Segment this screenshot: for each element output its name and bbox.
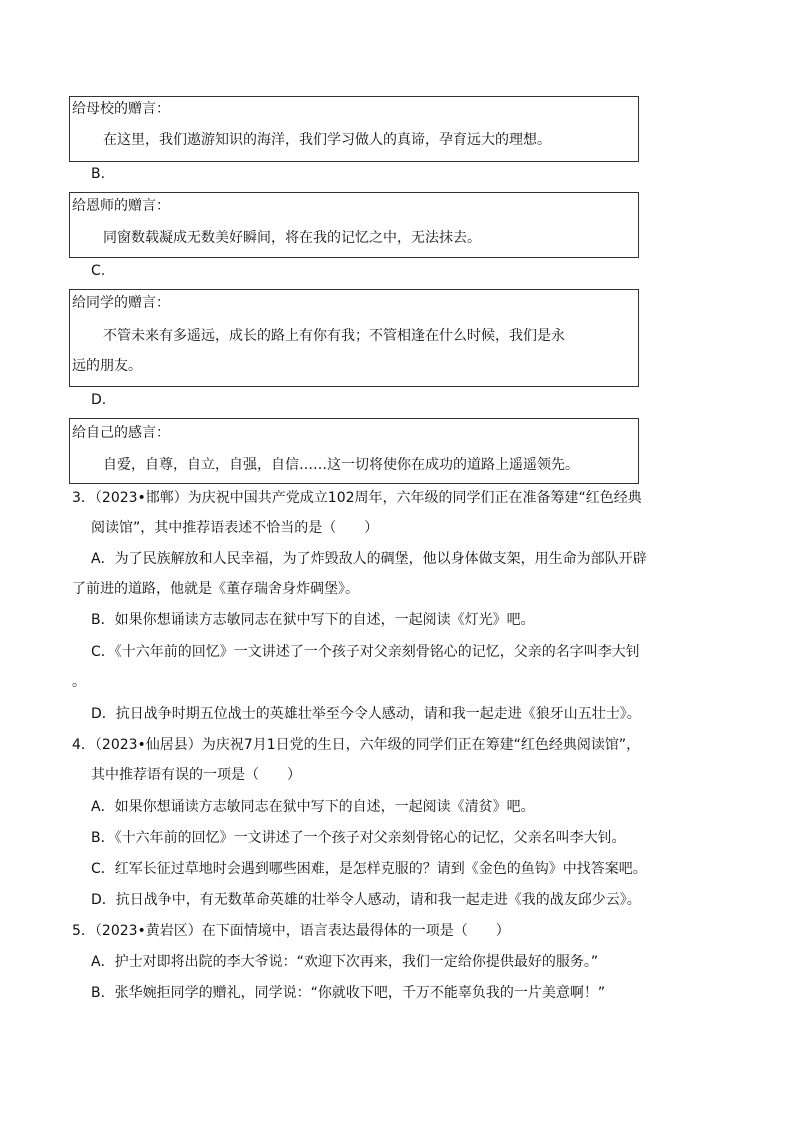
q3-option-b: B．如果你想诵读方志敏同志在狱中写下的自述，一起阅读《灯光》吧。 — [91, 612, 535, 628]
option-a-heading: 给母校的赠言： — [72, 101, 170, 117]
option-c-text-1: 不管未来有多遥远，成长的路上有你有我；不管相逢在什么时候，我们是永 — [103, 328, 565, 344]
option-a-box — [69, 96, 639, 162]
q3-option-a-2: 了前进的道路，他就是《董存瑞舍身炸碉堡》。 — [72, 581, 359, 597]
option-c-text-2: 远的朋友。 — [72, 358, 142, 374]
option-b-box — [69, 192, 639, 258]
q4-option-a: A．如果你想诵读方志敏同志在狱中写下的自述，一起阅读《清贫》吧。 — [91, 799, 535, 815]
q5-option-a: A．护士对即将出院的李大爷说：“欢迎下次再来，我们一定给你提供最好的服务。” — [91, 954, 599, 970]
q3-option-c-1: C．《十六年前的回忆》一文讲述了一个孩子对父亲刻骨铭心的记忆，父亲的名字叫李大钊 — [91, 644, 640, 660]
q5-option-b: B．张华婉拒同学的赠礼，同学说：“你就收下吧，千万不能辜负我的一片美意啊！” — [91, 985, 606, 1001]
q4-option-c: C．红军长征过草地时会遇到哪些困难，是怎样克服的？请到《金色的鱼钩》中找答案吧。 — [91, 861, 647, 877]
option-d-heading: 给自己的感言： — [72, 425, 170, 441]
option-d-text: 自爱，自尊，自立，自强，自信……这一切将使你在成功的道路上遥遥领先。 — [103, 457, 579, 473]
q3-stem-1: 3．（2023•邯郸）为庆祝中国共产党成立102周年，六年级的同学们正在准备筹建“红色经典 — [72, 490, 642, 506]
option-b-text: 同窗数载凝成无数美好瞬间，将在我的记忆之中，无法抹去。 — [103, 230, 481, 246]
option-a-text: 在这里，我们遨游知识的海洋，我们学习做人的真谛，孕育远大的理想。 — [103, 132, 551, 148]
option-c-heading: 给同学的赠言： — [72, 295, 170, 311]
option-b-heading: 给恩师的赠言： — [72, 198, 170, 214]
q5-stem: 5．（2023•黄岩区）在下面情境中，语言表达最得体的一项是（ ） — [72, 923, 510, 939]
q4-stem-2: 其中推荐语有误的一项是（ ） — [91, 767, 301, 783]
q3-stem-2: 阅读馆”，其中推荐语表述不恰当的是（ ） — [91, 520, 379, 536]
option-b-letter: B. — [91, 166, 106, 182]
q3-option-c-2: 。 — [72, 674, 86, 690]
option-d-letter: D. — [91, 392, 107, 408]
option-c-box — [69, 289, 639, 387]
option-c-letter: C. — [91, 263, 106, 279]
q4-option-b: B．《十六年前的回忆》一文讲述了一个孩子对父亲刻骨铭心的记忆，父亲名叫李大钊。 — [91, 830, 626, 846]
q4-stem-1: 4．（2023•仙居县）为庆祝7月1日党的生日，六年级的同学们正在筹建“红色经典阅读馆”， — [72, 737, 641, 753]
q3-option-d: D．抗日战争时期五位战士的英雄壮举至今令人感动，请和我一起走进《狼牙山五壮士》。 — [91, 706, 641, 722]
q3-option-a-1: A．为了民族解放和人民幸福，为了炸毁敌人的碉堡，他以身体做支架，用生命为部队开辟 — [91, 551, 647, 567]
q4-option-d: D．抗日战争中，有无数革命英雄的壮举令人感动，请和我一起走进《我的战友邱少云》。 — [91, 892, 641, 908]
option-d-box — [69, 418, 639, 484]
